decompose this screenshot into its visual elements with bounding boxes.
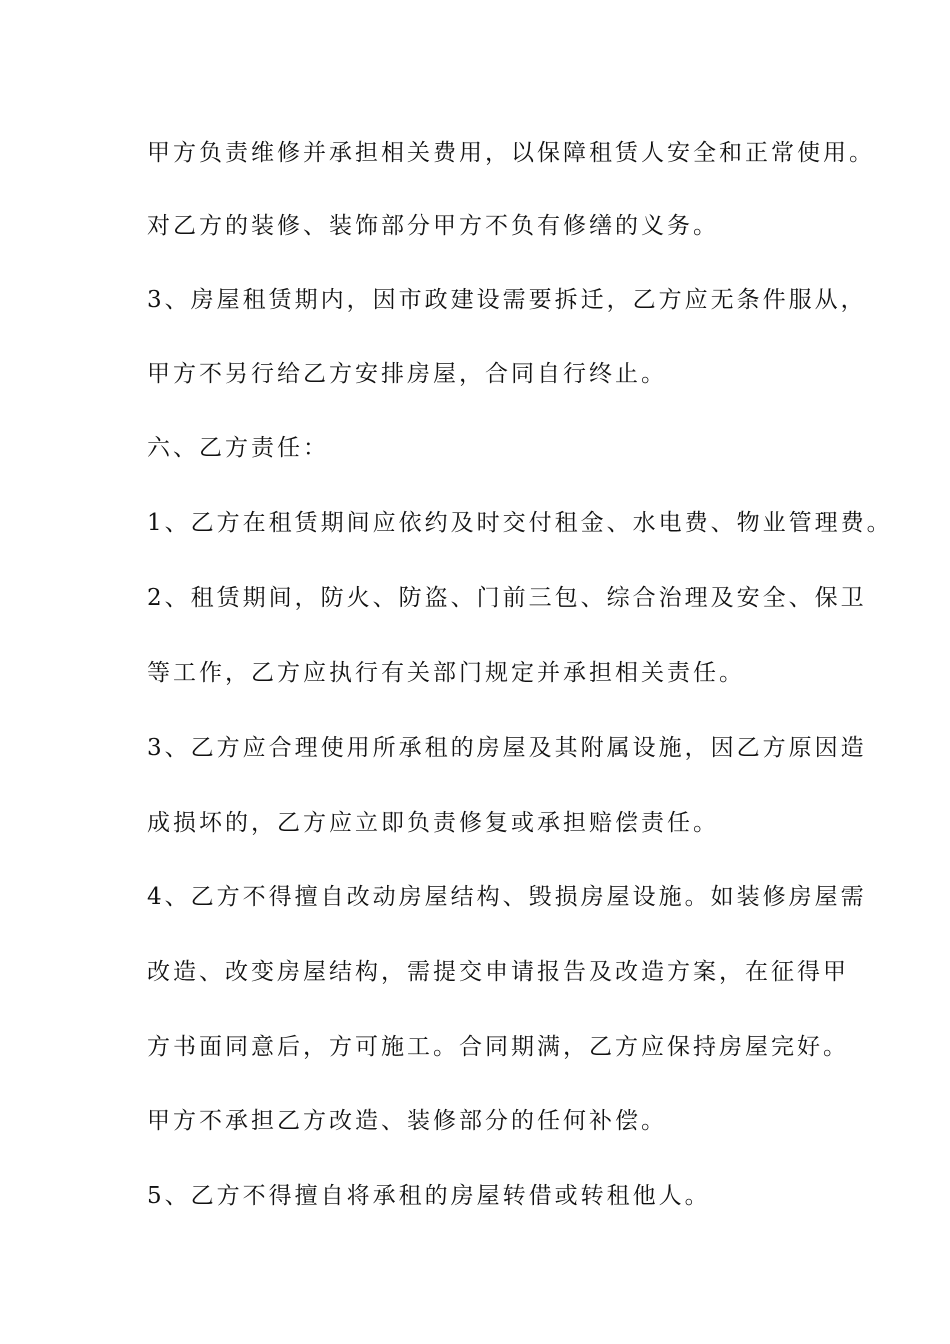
text-line-11: 4、乙方不得擅自改动房屋结构、毁损房屋设施。如装修房屋需: [147, 884, 867, 910]
text-line-13: 方书面同意后，方可施工。合同期满，乙方应保持房屋完好。: [147, 1034, 849, 1060]
text-line-10: 成损坏的，乙方应立即负责修复或承担赔偿责任。: [147, 810, 719, 836]
text-line-15: 5、乙方不得擅自将承租的房屋转借或转租他人。: [147, 1183, 711, 1209]
text-line-3: 3、房屋租赁期内，因市政建设需要拆迁，乙方应无条件服从，: [147, 287, 867, 313]
text-line-9: 3、乙方应合理使用所承租的房屋及其附属设施，因乙方原因造: [147, 735, 867, 761]
text-line-6: 1、乙方在租赁期间应依约及时交付租金、水电费、物业管理费。: [147, 510, 893, 536]
text-line-8: 等工作，乙方应执行有关部门规定并承担相关责任。: [147, 660, 745, 686]
text-line-4: 甲方不另行给乙方安排房屋，合同自行终止。: [147, 361, 667, 387]
text-line-7: 2、租赁期间，防火、防盗、门前三包、综合治理及安全、保卫: [147, 585, 867, 611]
section-heading: 六、乙方责任：: [147, 435, 329, 461]
text-line-12: 改造、改变房屋结构，需提交申请报告及改造方案，在征得甲: [147, 959, 849, 985]
text-line-2: 对乙方的装修、装饰部分甲方不负有修缮的义务。: [147, 213, 719, 239]
text-line-1: 甲方负责维修并承担相关费用，以保障租赁人安全和正常使用。: [147, 140, 875, 166]
text-line-14: 甲方不承担乙方改造、装修部分的任何补偿。: [147, 1108, 667, 1134]
